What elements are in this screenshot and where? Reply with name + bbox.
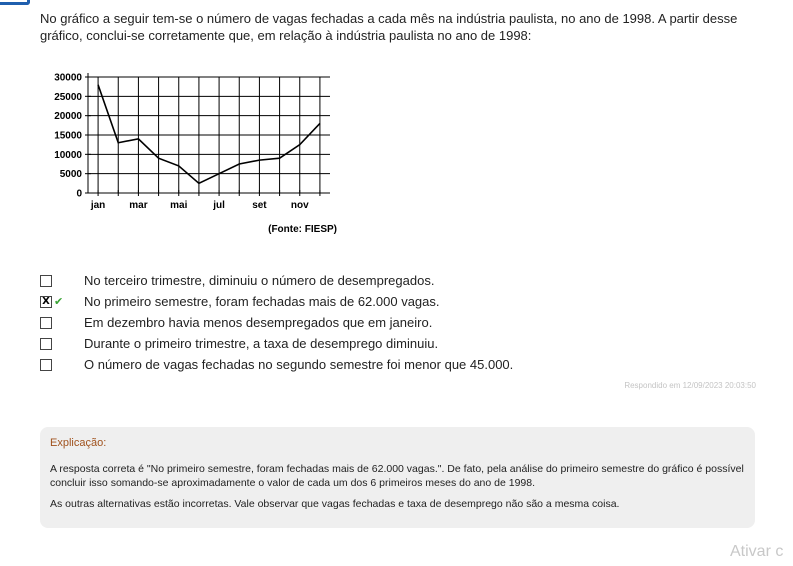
option-3[interactable] — [40, 317, 740, 338]
chart-source: (Fonte: FIESP) — [268, 224, 337, 235]
option-5-label: O número de vagas fechadas no segundo semestre foi menor que 45.000. — [84, 357, 514, 372]
explanation-box — [40, 427, 755, 528]
y-tick-label-0: 30000 — [54, 72, 82, 84]
x-tick-label-set: set — [252, 200, 267, 211]
answered-timestamp: Respondido em 12/09/2023 20:03:50 — [624, 381, 756, 390]
y-tick-label-4: 10000 — [54, 149, 82, 161]
x-tick-label-mar: mar — [129, 200, 148, 211]
top-left-accent — [0, 0, 30, 5]
explanation-paragraph-1: A resposta correta é "No primeiro semestre, foram fechadas mais de 62.000 vagas.". De fato, pela análise do primeiro semestre do gráfico é possível concluir isso somando-se aproximadamente o valor de cada um dos 6 primeiros meses do ano de 1998. — [50, 463, 744, 489]
y-tick-label-6: 0 — [76, 188, 82, 200]
x-tick-label-mai: mai — [170, 200, 188, 211]
option-4[interactable] — [40, 338, 740, 359]
explanation-paragraph-2: As outras alternativas estão incorretas. Vale observar que vagas fechadas e taxa de desemprego não são a mesma coisa. — [50, 498, 620, 510]
series-line — [98, 85, 320, 184]
option-5-checkbox[interactable] — [40, 359, 52, 371]
y-tick-label-5: 5000 — [59, 169, 82, 181]
option-2[interactable] — [40, 296, 740, 317]
explanation-title: Explicação: — [50, 437, 107, 449]
option-2-label: No primeiro semestre, foram fechadas mais de 62.000 vagas. — [84, 294, 440, 309]
option-3-checkbox[interactable] — [40, 317, 52, 329]
option-3-label: Em dezembro havia menos desempregados que em janeiro. — [84, 315, 433, 330]
option-1-checkbox[interactable] — [40, 275, 52, 287]
y-tick-label-2: 20000 — [54, 111, 82, 123]
x-tick-label-jul: jul — [213, 200, 225, 211]
option-2-checkbox[interactable]: X — [40, 296, 52, 308]
y-tick-label-1: 25000 — [54, 91, 82, 103]
chart-svg — [40, 60, 360, 240]
y-tick-label-3: 15000 — [54, 130, 82, 142]
option-1[interactable] — [40, 275, 740, 296]
option-4-label: Durante o primeiro trimestre, a taxa de desemprego diminuiu. — [84, 336, 439, 351]
x-tick-label-jan: jan — [90, 200, 106, 211]
option-4-checkbox[interactable] — [40, 338, 52, 350]
options-list — [40, 275, 740, 380]
option-1-label: No terceiro trimestre, diminuiu o número de desempregados. — [84, 273, 435, 288]
vacancies-chart — [40, 60, 360, 240]
correct-check-icon: ✔ — [54, 295, 64, 308]
option-5[interactable] — [40, 359, 740, 380]
question-text: No gráfico a seguir tem-se o número de vagas fechadas a cada mês na indústria paulista, no ano de 1998. A partir desse gráfico, conclui-se corretamente que, em relação à indústria paulista no ano de 1998: — [40, 11, 738, 43]
activate-watermark: Ativar c — [730, 543, 784, 560]
x-tick-label-nov: nov — [290, 200, 309, 211]
